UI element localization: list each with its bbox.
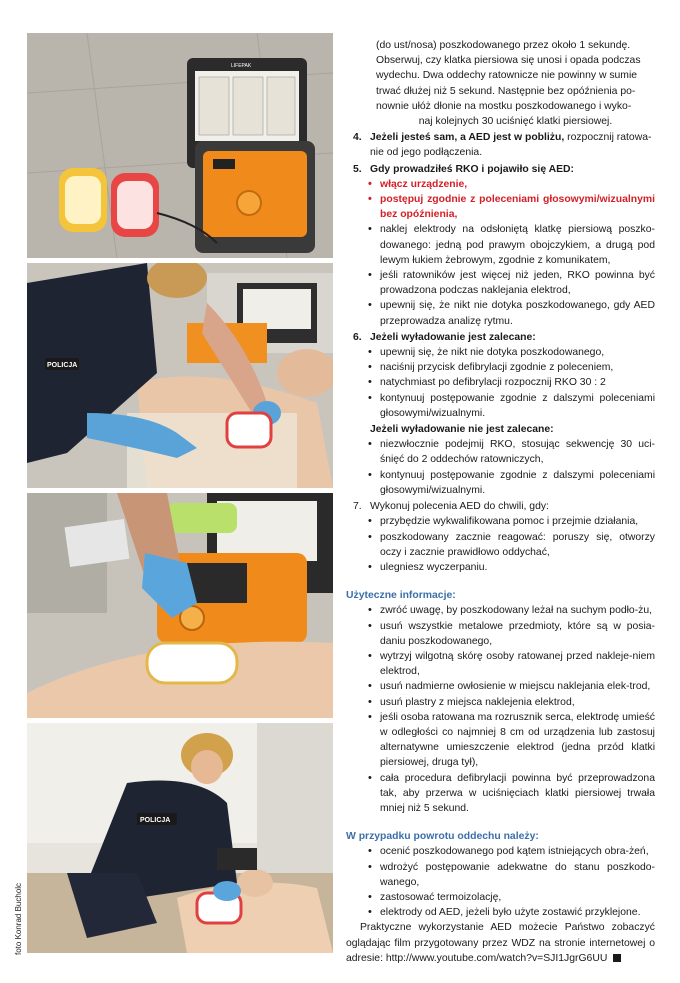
step-5 [346,162,655,177]
step-7-title: Wykonuj polecenia AED do chwili, gdy: [370,501,549,513]
useful-info-list [346,603,655,816]
list-item: • upewnij się, że nikt nie dotyka poszkodowanego, gdy AED przeprowadza analizę rytmu. [380,298,655,328]
list-item: • upewnij się, że nikt nie dotyka poszkodowanego, [380,345,655,360]
intro-line: nownie ułóż dłonie na mostku poszkodowanego i wyko- [376,100,632,112]
step-5-list [346,177,655,329]
end-mark-icon [613,954,621,962]
step-number: 5. [353,163,362,175]
text-column [346,38,655,966]
list-item: • wdrożyć postępowanie adekwatne do stanu poszkodo-wanego, [380,860,655,890]
intro-paragraph [346,38,655,129]
list-item: • usuń nadmierne owłosienie w miejscu naklejania elek-trod, [380,679,655,694]
intro-line: (do ust/nosa) poszkodowanego przez około 1 sekundę. [376,40,631,51]
photo-column [27,33,333,958]
list-item: • naklej elektrody na odsłoniętą klatkę piersiową poszko-dowanego: jedną pod prawym obojczykiem, a drugą pod lewym łukiem żebrowym, zgodnie z komunikatem, [380,222,655,268]
aed-brand-label: LIFEPAK [231,63,252,69]
intro-line: naj kolejnych 30 uciśnięć klatki piersiowej. [418,116,613,128]
step-number: 7. [353,501,362,513]
list-item: • postępuj zgodnie z poleceniami głosowymi/wizualnymi bez opóźnienia, [380,192,655,222]
step-5-title: Gdy prowadziłeś RKO i pojawiło się AED: [370,163,574,175]
step-6-sub-list [346,437,655,498]
intro-line: trwać dłużej niż 5 sekund. Następnie bez opóźnienia po- [376,85,636,97]
list-item: • zastosować termoizolację, [380,890,655,905]
list-item: • kontynuuj postępowanie zgodnie z dalszymi poleceniami głosowymi/wizualnymi. [380,468,655,498]
photo-cpr [27,723,333,953]
list-item: • naciśnij przycisk defibrylacji zgodnie z poleceniem, [380,360,655,375]
list-item: • jeśli osoba ratowana ma rozrusznik serca, elektrodę umieść w odległości co najmniej 8 cm od urządzenia lub zastosuj alternatywne umieszczenie elektrod (jedna przód klatki piersiowej, druga tył), [380,710,655,771]
photo-aed-device [27,33,333,258]
police-badge-label: POLICJA [47,362,78,369]
list-item: • elektrody od AED, jeżeli było użyte zostawić przyklejone. [380,905,655,920]
step-number: 6. [353,331,362,343]
step-6-title: Jeżeli wyładowanie jest zalecane: [370,331,536,343]
step-7-list [346,514,655,575]
closing-paragraph [346,920,655,966]
step-4-rest: rozpocznij ratowa- [564,132,652,144]
step-4 [346,130,655,145]
photo-pressing-button [27,493,333,718]
breathing-heading: W przypadku powrotu oddechu należy: [346,831,539,843]
list-item: • ulegniesz wyczerpaniu. [380,560,655,575]
list-item: • jeśli ratowników jest więcej niż jeden, RKO powinna być prowadzona podczas naklejania elektrod, [380,268,655,298]
list-item: • usuń plastry z miejsca naklejenia elektrod, [380,695,655,710]
list-item: • niezwłocznie podejmij RKO, stosując sekwencję 30 uci-śnięć do 2 oddechów ratowniczych, [380,437,655,467]
photo-placing-electrodes [27,263,333,488]
step-4-bold: Jeżeli jesteś sam, a AED jest w pobliżu, [370,132,565,144]
list-item: • zwróć uwagę, by poszkodowany leżał na suchym podło-żu, [380,603,655,618]
list-item: • wytrzyj wilgotną skórę osoby ratowanej przed nakleje-niem elektrod, [380,649,655,679]
photo-credit-text: foto Konrad Bucholc [14,882,23,955]
list-item: • ocenić poszkodowanego pod kątem istniejących obra-żeń, [380,844,655,859]
list-item: • usuń wszystkie metalowe przedmioty, które są w posia-daniu poszkodowanego, [380,619,655,649]
list-item: • przybędzie wykwalifikowana pomoc i przejmie działania, [380,514,655,529]
intro-line: Obserwuj, czy klatka piersiowa się unosi i opada podczas [376,55,641,67]
photo-credit [2,845,23,955]
step-7 [346,499,655,514]
step-6-subtitle: Jeżeli wyładowanie nie jest zalecane: [370,424,554,436]
step-number: 4. [353,132,362,144]
intro-line: wydechu. Dwa oddechy ratownicze nie powinny w sumie [376,70,638,82]
police-badge-label-2: POLICJA [140,817,171,824]
breathing-list [346,844,655,920]
list-item: • włącz urządzenie, [380,177,655,192]
step-6-list [346,345,655,421]
step-4-continuation: nie od jego podłączenia. [370,147,483,159]
closing-text: Praktyczne wykorzystanie AED możecie Państwo zobaczyć oglądając film przygotowany przez WDZ na stronie internetowej o adresie: http://www.youtube.com/watch?v=SJI1JgrG6UU [346,922,655,964]
step-6 [346,330,655,345]
list-item: • kontynuuj postępowanie zgodnie z dalszymi poleceniami głosowymi/wizualnymi. [380,391,655,421]
list-item: • natychmiast po defibrylacji rozpocznij RKO 30 : 2 [380,375,655,390]
list-item: • poszkodowany zacznie reagować: poruszy się, otworzy oczy i zacznie prawidłowo oddychać, [380,530,655,560]
list-item: • cała procedura defibrylacji powinna być przeprowadzona tak, aby przerwa w uciśnięciach klatki piersiowej trwała mniej niż 5 sekund. [380,771,655,817]
useful-info-heading: Użyteczne informacje: [346,590,456,602]
